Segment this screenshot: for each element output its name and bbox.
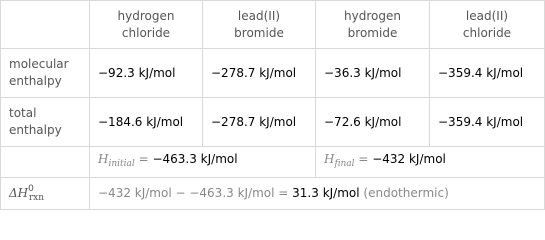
initial-symbol: H <box>98 152 109 166</box>
initial-equals: = <box>134 152 153 166</box>
column-header-line2: bromide <box>347 25 398 40</box>
row-label-molecular-enthalpy <box>1 49 90 98</box>
reaction-expression: −432 kJ/mol − −463.3 kJ/mol = <box>98 186 293 200</box>
table-cell: −184.6 kJ/mol <box>90 98 203 147</box>
corner-cell <box>1 1 90 49</box>
initial-subscript: initial <box>108 159 135 169</box>
row-label-line2: enthalpy <box>9 74 62 88</box>
reaction-result: 31.3 kJ/mol <box>292 186 360 200</box>
final-subscript: final <box>334 159 355 169</box>
reaction-enthalpy-row <box>1 178 545 210</box>
row-label-line1: total <box>9 106 37 120</box>
final-equals: = <box>354 152 373 166</box>
molecular-enthalpy-row <box>1 49 545 98</box>
empty-label-cell <box>1 147 90 178</box>
row-label-reaction-enthalpy <box>1 178 90 210</box>
table-cell: −359.4 kJ/mol <box>430 98 545 147</box>
total-enthalpy-row <box>1 98 545 147</box>
column-header-lead-ii-chloride <box>430 1 545 49</box>
reaction-subscript: rxn <box>28 192 45 203</box>
header-row <box>1 1 545 49</box>
initial-value: −463.3 kJ/mol <box>152 152 238 166</box>
column-header-hydrogen-chloride <box>90 1 203 49</box>
table-cell: −36.3 kJ/mol <box>316 49 430 98</box>
table-cell: −278.7 kJ/mol <box>203 98 316 147</box>
final-symbol: H <box>324 152 335 166</box>
table-cell: −359.4 kJ/mol <box>430 49 545 98</box>
row-label-line2: enthalpy <box>9 123 62 137</box>
reaction-superscript: 0 <box>28 183 34 194</box>
final-enthalpy-cell <box>316 147 545 178</box>
reaction-enthalpy-cell <box>90 178 545 210</box>
row-label-line1: molecular <box>9 57 69 71</box>
column-header-line2: chloride <box>121 25 171 40</box>
reaction-note: (endothermic) <box>359 186 449 200</box>
reaction-delta-symbol: ΔH <box>9 185 29 200</box>
table-cell: −72.6 kJ/mol <box>316 98 430 147</box>
column-header-line1: lead(II) <box>237 8 281 23</box>
column-header-line1: lead(II) <box>465 8 509 23</box>
column-header-line1: hydrogen <box>117 8 175 23</box>
column-header-line2: chloride <box>462 25 512 40</box>
table-cell: −92.3 kJ/mol <box>90 49 203 98</box>
column-header-line2: bromide <box>234 25 284 40</box>
table-cell: −278.7 kJ/mol <box>203 49 316 98</box>
column-header-line1: hydrogen <box>344 8 401 23</box>
column-header-hydrogen-bromide <box>316 1 430 49</box>
row-label-total-enthalpy <box>1 98 90 147</box>
column-header-lead-ii-bromide <box>203 1 316 49</box>
initial-final-row <box>1 147 545 178</box>
initial-enthalpy-cell <box>90 147 316 178</box>
final-value: −432 kJ/mol <box>372 152 446 166</box>
